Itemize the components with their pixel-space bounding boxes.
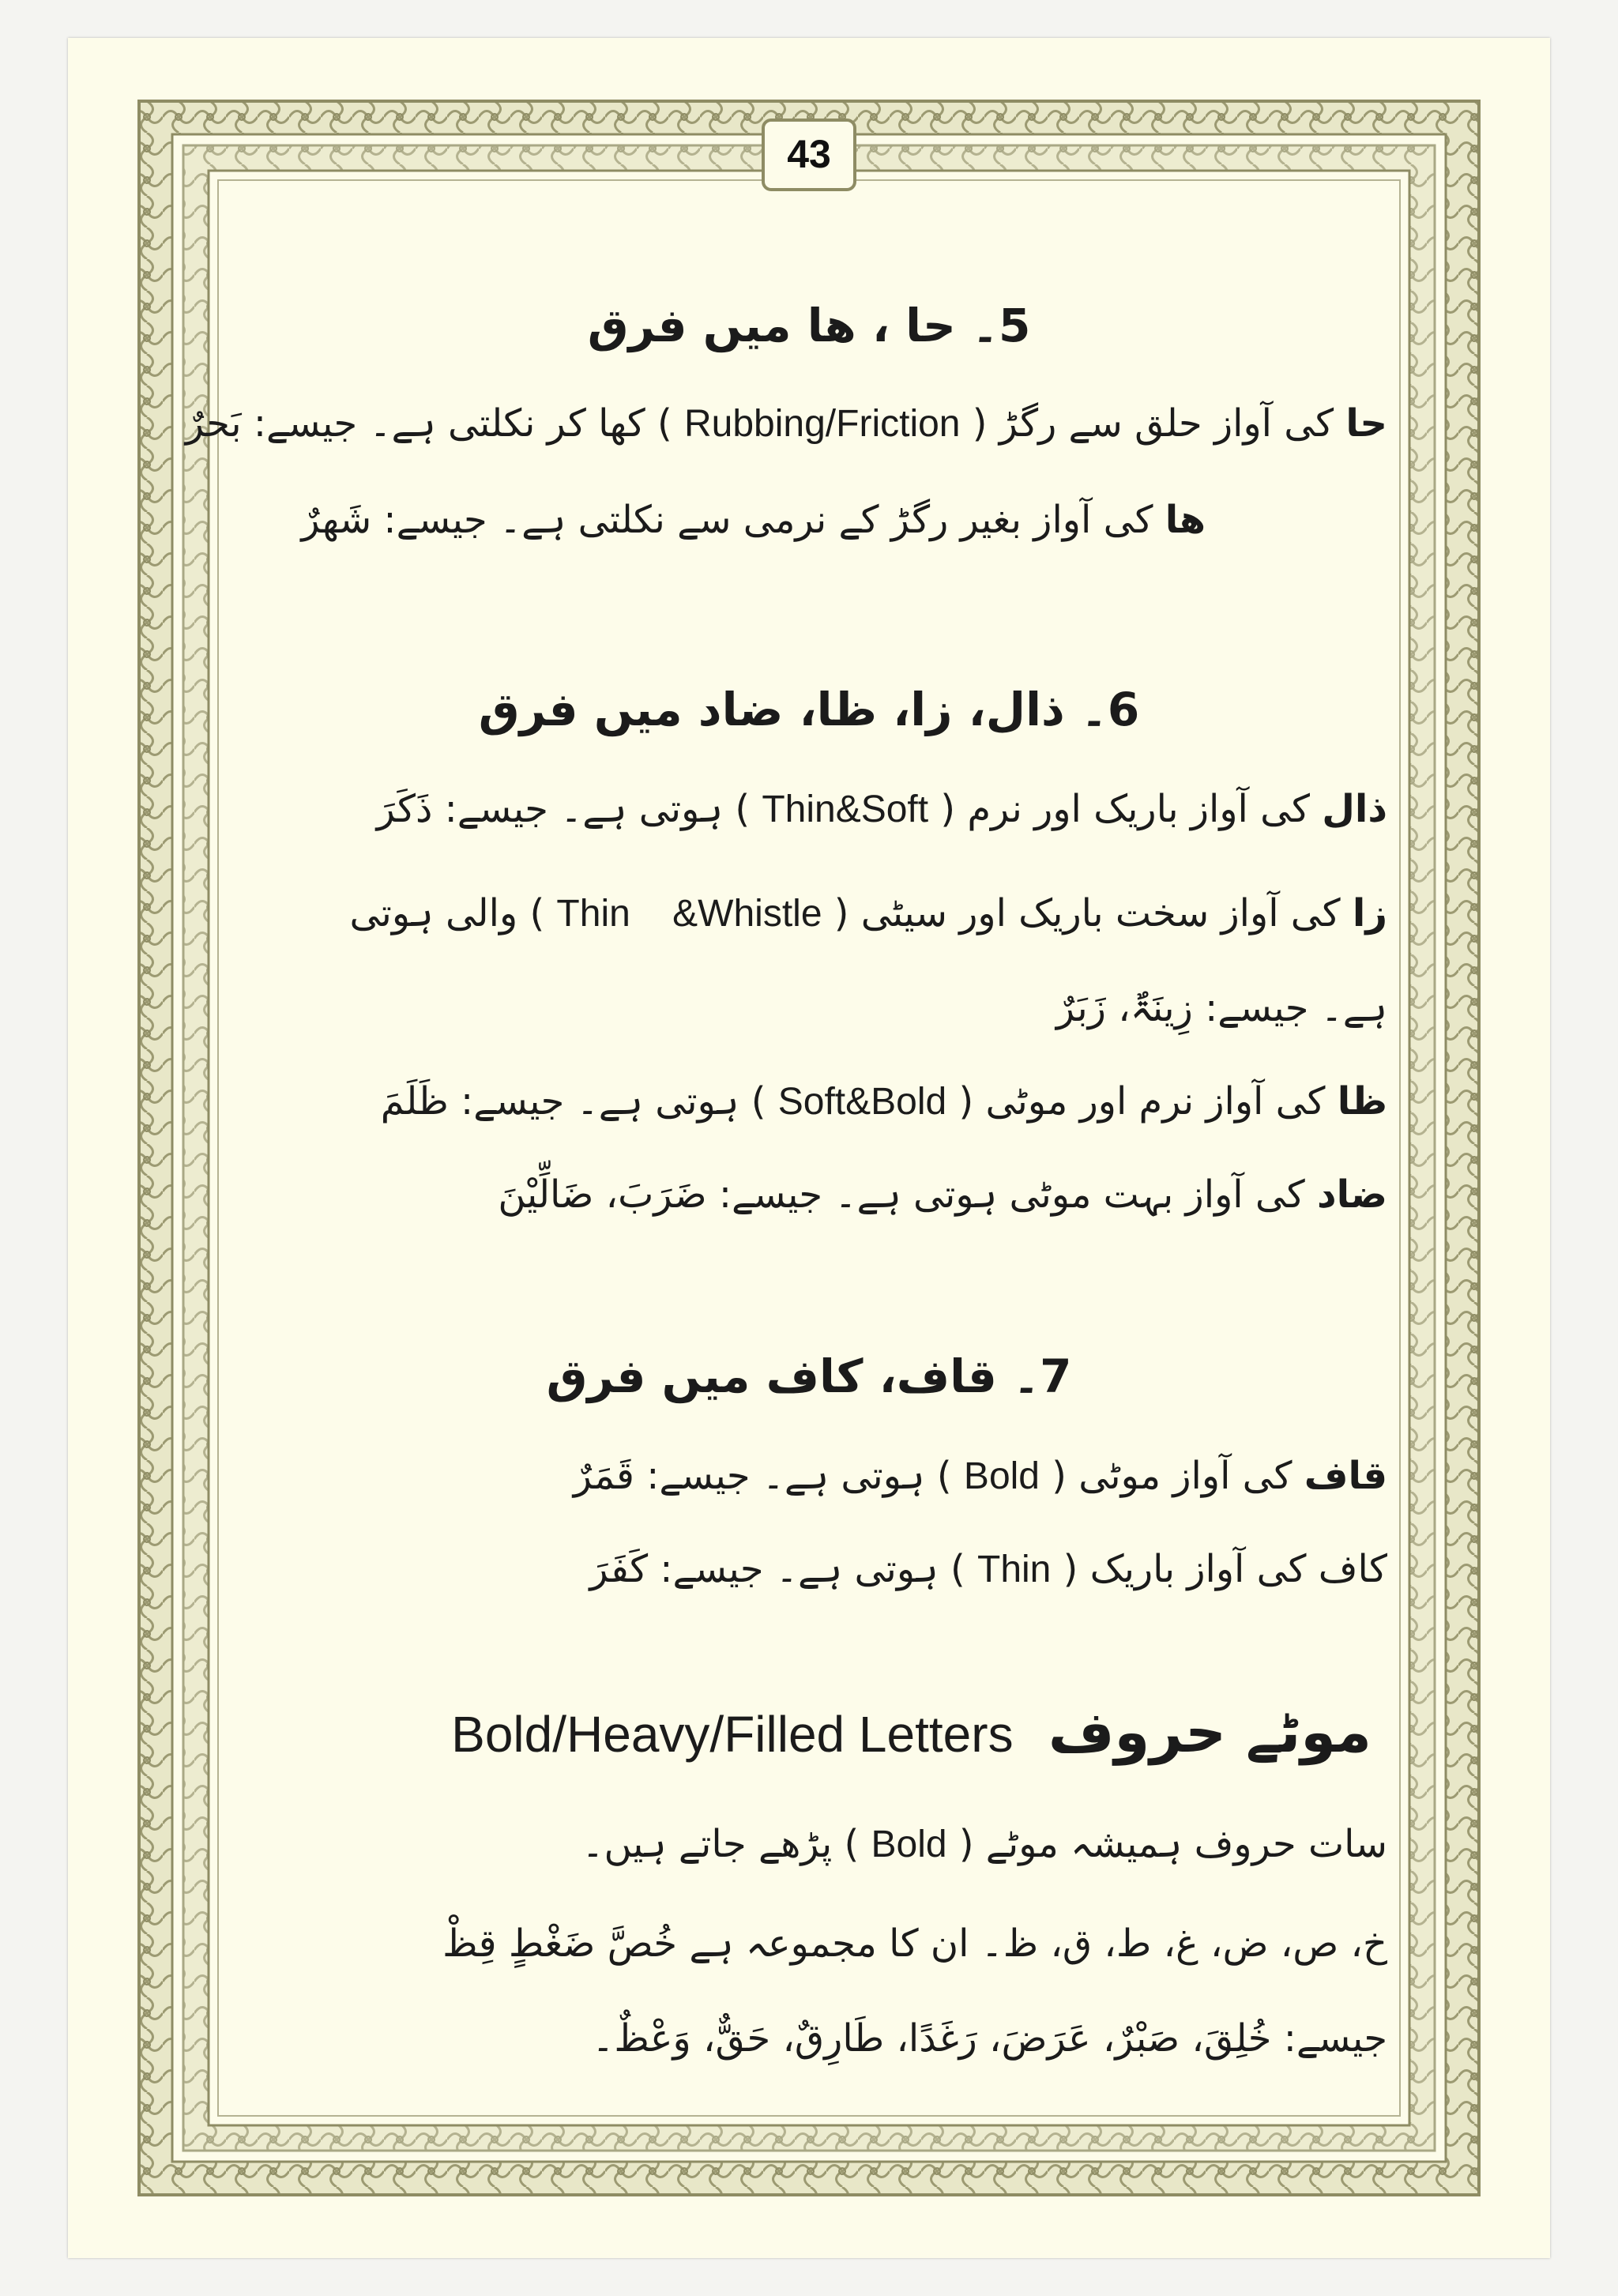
english-term: Bold [871,1824,947,1865]
bold-letters-line1 [581,1822,1387,1866]
page-number: 43 [787,132,831,176]
text: ) والی ہوتی [349,891,557,935]
title-english: Bold/Heavy/Filled Letters [451,1706,1014,1763]
text: کی آواز نرم اور موٹی ( [946,1079,1338,1124]
text: ) پڑھے جاتے ہیں۔ [581,1822,871,1866]
bold-letters-line3: جیسے: خُلِقَ، صَبْرٌ، عَرَضَ، رَغَدًا، طَارِقٌ، حَقٌّ، وَعْظٌ۔ [592,2016,1387,2061]
section6-line3: ہے۔ جیسے: زِینَۃٌ، زَبَرٌ [1055,986,1387,1030]
section5-line1 [186,401,1387,446]
bold-letters-line2: خ، ص، ض، غ، ط، ق، ظ۔ ان کا مجموعہ ہے خُصَّ ضَغْطٍ قِظْ [442,1921,1387,1966]
bold-letters-title [451,1699,1372,1765]
text: ) ہوتی ہے۔ جیسے: ذَکَرَ [376,787,762,831]
text: کاف کی آواز باریک ( [1051,1547,1387,1591]
section7-line2 [589,1547,1387,1591]
title-urdu: موٹے حروف [1048,1699,1372,1765]
english-term: Bold [963,1455,1040,1497]
letter-dad: ضاد [1316,1172,1387,1217]
english-term: Thin [977,1549,1052,1590]
english-term: Rubbing/Friction [684,403,961,445]
section7-line1 [574,1454,1387,1498]
text: کی آواز سخت باریک اور سیٹی ( [822,891,1353,935]
letter-zha: ظا [1337,1079,1387,1124]
section5-heading: 5۔ حا ، ھا میں فرق [587,299,1031,352]
english-term: Thin &Whistle [556,893,822,935]
letter-za: زا [1352,891,1387,935]
letter-qaf: قاف [1304,1454,1387,1498]
text: کی آواز باریک اور نرم ( [928,787,1323,831]
text: سات حروف ہمیشہ موٹے ( [946,1822,1387,1866]
letter-ha: حا [1345,401,1387,446]
text: کی آواز بغیر رگڑ کے نرمی سے نکلتی ہے۔ جیسے: شَھرٌ [301,498,1165,542]
letter-dhal: ذال [1322,787,1387,831]
page [68,38,1550,2258]
text: کی آواز بہت موٹی ہوتی ہے۔ جیسے: ضَرَبَ، ضَالِّیْنَ [498,1172,1317,1217]
text: ) ہوتی ہے۔ جیسے: کَفَرَ [589,1547,977,1591]
section6-line1 [377,787,1387,831]
text: ) کھا کر نکلتی ہے۔ جیسے: بَحرٌ [185,401,684,446]
section5-line2 [301,498,1206,542]
text: ) ہوتی ہے۔ جیسے: قَمَرٌ [573,1454,964,1498]
section6-line2 [349,891,1387,935]
section6-heading: 6۔ ذال، زا، ظا، ضاد میں فرق [478,683,1140,736]
text: کی آواز موٹی ( [1040,1454,1304,1498]
text: کی آواز حلق سے رگڑ ( [960,401,1346,446]
section7-heading: 7۔ قاف، کاف میں فرق [546,1349,1072,1403]
section6-line5 [498,1172,1387,1217]
english-term: Soft&Bold [777,1081,947,1123]
text: ) ہوتی ہے۔ جیسے: ظَلَمَ [380,1079,778,1124]
letter-hha: ھا [1165,498,1206,542]
section6-line4 [381,1079,1387,1124]
english-term: Thin&Soft [762,789,929,830]
